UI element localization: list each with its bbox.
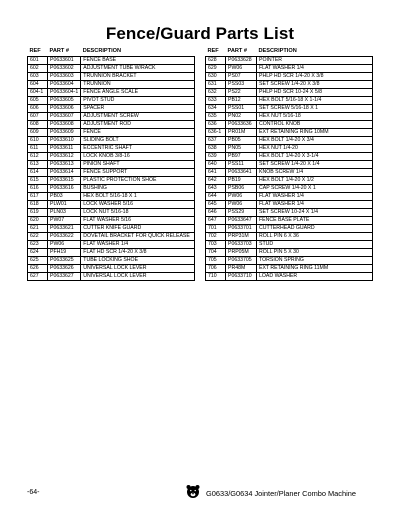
table-row [28,145,195,153]
table-row [28,241,195,249]
ref-cell: 605 [28,97,48,105]
ref-cell: 646 [206,209,226,217]
description-column-header: DESCRIPTION [258,48,297,54]
table-row [206,129,373,137]
description-cell: TRUNNION BRACKET [81,73,195,81]
ref-cell: 706 [206,265,226,273]
description-cell: LOCK KNOB 3/8-16 [81,153,195,161]
description-column-header: DESCRIPTION [82,48,122,54]
table-row [206,217,373,225]
part-number-cell: P0633605 [48,97,81,105]
description-cell: DOVETAIL BRACKET FOR QUICK RELEASE [81,233,195,241]
description-cell: FLAT WASHER 1/4 [257,193,373,201]
ref-cell: 710 [206,273,226,281]
ref-cell: 639 [206,153,226,161]
part-number-cell: P0633627 [48,273,81,281]
description-cell: TRUNNION [81,81,195,89]
description-cell: POINTER [257,57,373,65]
ref-cell: 701 [206,225,226,233]
part-number-cell: PSS29 [226,209,257,217]
ref-cell: 604 [28,81,48,89]
ref-cell: 610 [28,137,48,145]
ref-cell: 621 [28,225,48,233]
ref-cell: 608 [28,121,48,129]
description-cell: CONTROL KNOB [257,121,373,129]
ref-cell: 602 [28,65,48,73]
ref-cell: 703 [206,241,226,249]
description-cell: ADJUSTMENT TUBE W/RACK [81,65,195,73]
table-row [206,65,373,73]
part-number-cell: PN05 [226,145,257,153]
part-number-cell: PW07 [48,217,81,225]
description-cell: PHLP HD SCR 1/4-20 X 3/8 [257,73,373,81]
description-cell: HEX NUT 5/16-18 [257,113,373,121]
ref-column-header: REF [29,48,41,54]
part-number-cell: P0633621 [48,225,81,233]
parts-table-right [205,47,373,281]
ref-cell: 630 [206,73,226,81]
description-cell: LOCK NUT 5/16-18 [81,209,195,217]
ref-cell: 618 [28,201,48,209]
table-row [206,145,373,153]
part-number-cell: PLW01 [48,201,81,209]
table-row [206,241,373,249]
table-row [206,121,373,129]
ref-cell: 622 [28,233,48,241]
description-cell: STUD [257,241,373,249]
table-row [206,273,373,281]
part-number-cell: P0633625 [48,257,81,265]
ref-cell: 636-1 [206,129,226,137]
part-number-cell: PFH19 [48,249,81,257]
description-cell: LOAD WASHER [257,273,373,281]
ref-cell: 624 [28,249,48,257]
table-row [206,105,373,113]
description-cell: FENCE SUPPORT [81,169,195,177]
parts-table-left [27,47,195,281]
description-cell: CUTTER KNIFE GUARD [81,225,195,233]
table-row [206,137,373,145]
part-number-cell: PB19 [226,177,257,185]
part-number-cell: P0633604-1 [48,89,81,97]
ref-cell: 628 [206,57,226,65]
table-row [28,113,195,121]
description-cell: EXT RETAINING RING 10MM [257,129,373,137]
table-row [206,257,373,265]
part-number-cell: P0633603 [48,73,81,81]
description-cell: SLIDING BOLT [81,137,195,145]
table-row [28,185,195,193]
ref-cell: 620 [28,217,48,225]
description-cell: KNOB SCREW 1/4 [257,169,373,177]
part-number-cell: P0633626 [48,265,81,273]
table-row [28,161,195,169]
part-number-cell: PB03 [48,193,81,201]
description-cell: HEX BOLT 5/16-18 X 1-1/4 [257,97,373,105]
table-row [28,217,195,225]
description-cell: CAP SCREW 1/4-20 X 1 [257,185,373,193]
description-cell: UNIVERSAL LOCK LEVER [81,273,195,281]
part-column-header: PART # [227,48,247,54]
table-row [28,209,195,217]
ref-cell: 619 [28,209,48,217]
description-cell: FENCE BASE [81,57,195,65]
description-cell: HEX BOLT 5/16-18 X 1 [81,193,195,201]
part-number-cell: PB97 [226,153,257,161]
ref-cell: 613 [28,161,48,169]
part-number-cell: PRP31M [226,233,257,241]
part-number-cell: PSS11 [226,161,257,169]
description-cell: LOCK WASHER 5/16 [81,201,195,209]
ref-cell: 641 [206,169,226,177]
description-cell: TORSION SPRING [257,257,373,265]
machine-model-label: G0633/G0634 Jointer/Planer Combo Machine [206,489,356,498]
ref-cell: 634 [206,105,226,113]
part-number-cell: P0633611 [48,145,81,153]
part-number-cell: P0633608 [48,121,81,129]
part-number-cell: PW06 [226,201,257,209]
ref-cell: 607 [28,113,48,121]
table-row [28,193,195,201]
ref-cell: 704 [206,249,226,257]
description-cell: SET SCREW 1/4-20 X 1/4 [257,161,373,169]
page-title: Fence/Guard Parts List [105,24,295,43]
part-number-cell: P0633606 [48,105,81,113]
description-cell: FLAT WASHER 1/4 [257,65,373,73]
description-cell: FLAT HD SCR 1/4-20 X 3/8 [81,249,195,257]
table-row [28,201,195,209]
description-cell: FENCE [81,129,195,137]
part-number-cell: P0633705 [226,257,257,265]
table-row [28,81,195,89]
description-cell: PINION SHAFT [81,161,195,169]
table-row [206,185,373,193]
description-cell: ROLL PIN 6 X 36 [257,233,373,241]
part-number-cell: P0633601 [48,57,81,65]
ref-cell: 633 [206,97,226,105]
table-row [206,81,373,89]
description-cell: PHLP HD SCR 10-24 X 5/8 [257,89,373,97]
page-number: -64- [27,489,40,496]
part-number-cell: PR48M [226,265,257,273]
description-cell: SPACER [81,105,195,113]
description-cell: ECCENTRIC SHAFT [81,145,195,153]
part-number-cell: PSB06 [226,185,257,193]
part-number-cell: P0633641 [226,169,257,177]
description-cell: FENCE ANGLE SCALE [81,89,195,97]
table-row [206,73,373,81]
ref-cell: 611 [28,145,48,153]
description-cell: FLAT WASHER 1/4 [81,241,195,249]
ref-cell: 644 [206,193,226,201]
part-number-cell: P0633636 [226,121,257,129]
table-row [206,201,373,209]
description-cell: FLAT WASHER 1/4 [257,201,373,209]
description-cell: ROLL PIN 5 X 30 [257,249,373,257]
ref-cell: 631 [206,81,226,89]
description-cell: FENCE BASE PLATE [257,217,373,225]
part-number-cell: PSS03 [226,81,257,89]
part-number-cell: PN02 [226,113,257,121]
ref-cell: 640 [206,161,226,169]
table-row [28,121,195,129]
ref-cell: 637 [206,137,226,145]
ref-cell: 615 [28,177,48,185]
ref-cell: 625 [28,257,48,265]
table-row [28,97,195,105]
ref-cell: 606 [28,105,48,113]
table-row [28,137,195,145]
ref-cell: 626 [28,265,48,273]
description-cell: TUBE LOCKING SHOE [81,257,195,265]
table-row [206,249,373,257]
part-number-cell: PW06 [48,241,81,249]
part-number-cell: P0633628 [226,57,257,65]
ref-cell: 702 [206,233,226,241]
part-number-cell: PR01M [226,129,257,137]
part-number-cell: PW06 [226,193,257,201]
part-number-cell: P0633703 [226,241,257,249]
ref-cell: 603 [28,73,48,81]
description-cell: CUTTERHEAD GUARD [257,225,373,233]
part-number-cell: P0633607 [48,113,81,121]
table-row [28,89,195,97]
table-row [206,265,373,273]
description-cell: PIVOT STUD [81,97,195,105]
ref-cell: 629 [206,65,226,73]
description-cell: PLASTIC PROTECTION SHOE [81,177,195,185]
description-cell: SET SCREW 1/4-20 X 3/8 [257,81,373,89]
ref-cell: 609 [28,129,48,137]
table-row [206,113,373,121]
part-number-cell: PB12 [226,97,257,105]
part-number-cell: P0633710 [226,273,257,281]
ref-cell: 616 [28,185,48,193]
part-number-cell: P0633615 [48,177,81,185]
table-row [28,129,195,137]
part-number-cell: P0633622 [48,233,81,241]
description-cell: FLAT WASHER 5/16 [81,217,195,225]
part-number-cell: P0633613 [48,161,81,169]
ref-cell: 647 [206,217,226,225]
description-cell: ADJUSTMENT SCREW [81,113,195,121]
table-row [28,153,195,161]
table-row [206,161,373,169]
table-header-row [28,47,195,57]
table-row [206,177,373,185]
ref-cell: 623 [28,241,48,249]
ref-cell: 705 [206,257,226,265]
description-cell: HEX BOLT 1/4-20 X 3-1/4 [257,153,373,161]
part-number-cell: PRP05M [226,249,257,257]
description-cell: HEX NUT 1/4-20 [257,145,373,153]
part-number-cell: P0633604 [48,81,81,89]
part-number-cell: P0633602 [48,65,81,73]
part-number-cell: PLN03 [48,209,81,217]
ref-cell: 643 [206,185,226,193]
grizzly-bear-logo-icon [185,483,201,499]
ref-cell: 638 [206,145,226,153]
ref-cell: 635 [206,113,226,121]
ref-cell: 627 [28,273,48,281]
ref-cell: 614 [28,169,48,177]
part-number-cell: P0633612 [48,153,81,161]
ref-cell: 642 [206,177,226,185]
table-row [28,105,195,113]
table-row [28,233,195,241]
table-row [28,73,195,81]
table-header-row [206,47,373,57]
table-row [28,265,195,273]
table-row [206,169,373,177]
table-row [28,273,195,281]
description-cell: UNIVERSAL LOCK LEVER [81,265,195,273]
table-row [28,249,195,257]
table-row [28,57,195,65]
description-cell: HEX BOLT 1/4-20 X 1/2 [257,177,373,185]
part-number-cell: P0633609 [48,129,81,137]
table-row [206,97,373,105]
ref-cell: 645 [206,201,226,209]
table-row [28,169,195,177]
table-row [28,65,195,73]
table-row [206,233,373,241]
part-number-cell: PW06 [226,65,257,73]
description-cell: EXT RETAINING RING 11MM [257,265,373,273]
part-number-cell: PS22 [226,89,257,97]
part-number-cell: PB05 [226,137,257,145]
description-cell: ADJUSTMENT ROD [81,121,195,129]
ref-column-header: REF [207,48,219,54]
part-number-cell: P0633701 [226,225,257,233]
description-cell: SET SCREW 10-24 X 1/4 [257,209,373,217]
part-number-cell: P0633610 [48,137,81,145]
part-column-header: PART # [49,48,69,54]
part-number-cell: P0633614 [48,169,81,177]
ref-cell: 601 [28,57,48,65]
ref-cell: 617 [28,193,48,201]
table-row [206,209,373,217]
table-row [28,225,195,233]
table-row [206,89,373,97]
ref-cell: 604-1 [28,89,48,97]
table-row [28,257,195,265]
description-cell: SET SCREW 5/16-18 X 1 [257,105,373,113]
table-row [206,193,373,201]
table-row [28,177,195,185]
part-number-cell: P0633616 [48,185,81,193]
part-number-cell: PS07 [226,73,257,81]
description-cell: HEX BOLT 1/4-20 X 3/4 [257,137,373,145]
table-row [206,57,373,65]
description-cell: BUSHING [81,185,195,193]
table-row [206,153,373,161]
part-number-cell: PSS01 [226,105,257,113]
table-row [206,225,373,233]
ref-cell: 636 [206,121,226,129]
ref-cell: 632 [206,89,226,97]
part-number-cell: P0633647 [226,217,257,225]
ref-cell: 612 [28,153,48,161]
